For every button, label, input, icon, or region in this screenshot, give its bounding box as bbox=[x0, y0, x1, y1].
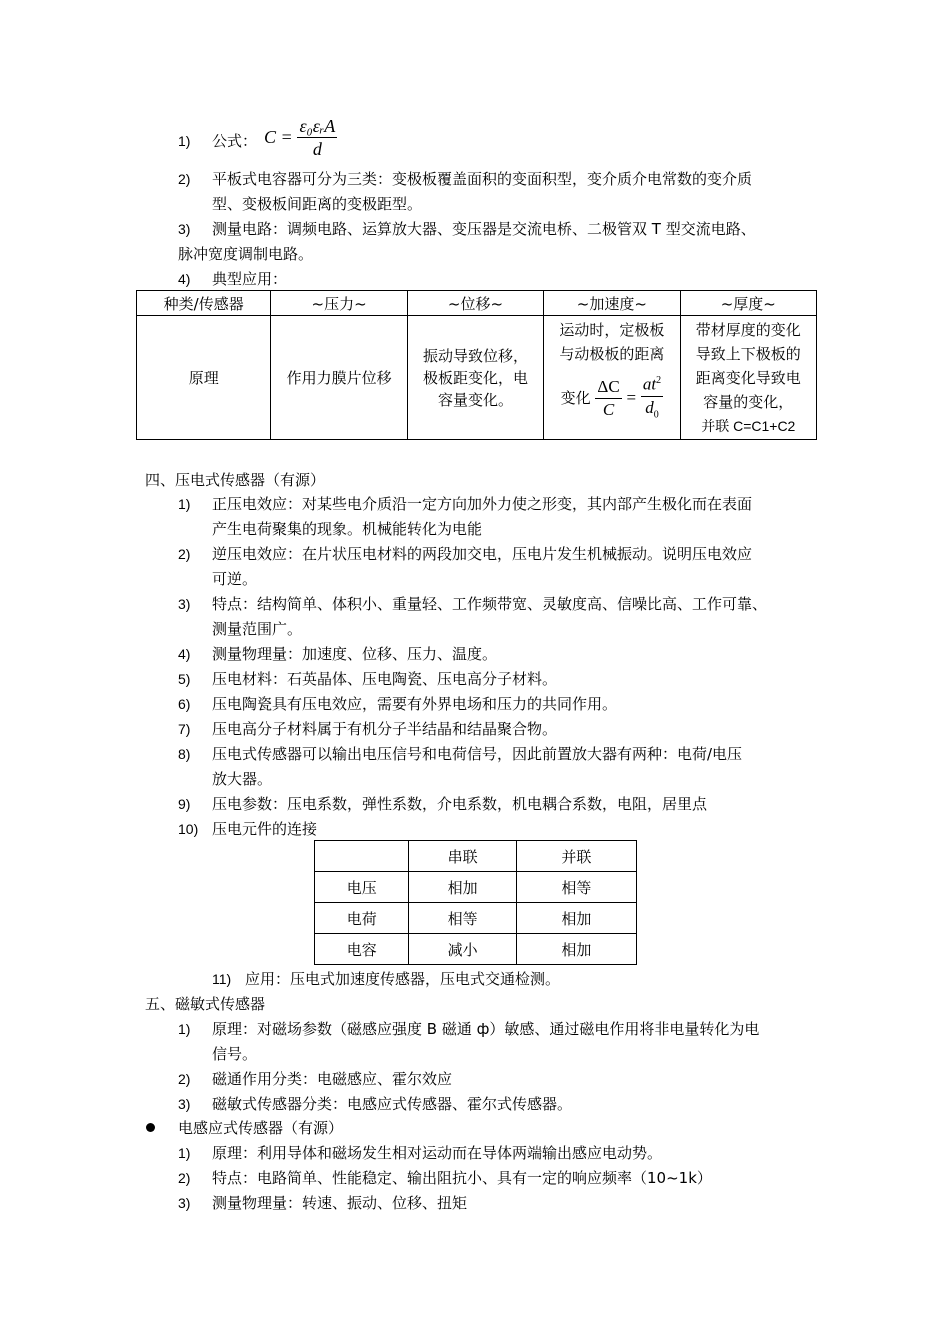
list-text: 应用：压电式加速度传感器，压电式交通检测。 bbox=[245, 970, 561, 988]
table-cell: 电荷 bbox=[315, 903, 409, 934]
formula-numerator: ε₀εᵣA bbox=[299, 116, 336, 136]
formula-part: 2 bbox=[656, 375, 662, 386]
table-cell bbox=[407, 316, 543, 440]
cell-line: 带材厚度的变化 bbox=[695, 320, 801, 339]
list-text: 特点：电路简单、性能稳定、输出阻抗小、具有一定的响应频率（10~1k） bbox=[212, 1169, 712, 1187]
section-heading: 五、磁敏式传感器 bbox=[145, 995, 266, 1013]
cell-line: 变化 bbox=[560, 389, 591, 408]
list-text: 产生电荷聚集的现象。机械能转化为电能 bbox=[212, 520, 483, 538]
capacitive-application-table bbox=[136, 290, 817, 440]
list-text: 压电高分子材料属于有机分子半结晶和结晶聚合物。 bbox=[212, 720, 558, 738]
table-cell: 作用力膜片位移 bbox=[271, 316, 407, 440]
list-number: 1) bbox=[178, 1145, 191, 1161]
list-text: 放大器。 bbox=[212, 770, 273, 788]
list-text: 磁敏式传感器分类：电感应式传感器、霍尔式传感器。 bbox=[212, 1095, 573, 1113]
list-number: 10) bbox=[178, 821, 199, 837]
list-text: 典型应用： bbox=[212, 270, 288, 288]
list-text: 平板式电容器可分为三类：变极板覆盖面积的变面积型，变介质介电常数的变介质 bbox=[212, 170, 753, 188]
list-number: 11) bbox=[212, 971, 232, 987]
cell-line: 距离变化导致电 bbox=[695, 368, 801, 387]
table-header: 并联 bbox=[516, 841, 636, 872]
list-number: 7) bbox=[178, 721, 191, 737]
list-number: 3) bbox=[178, 1096, 191, 1112]
list-number: 4) bbox=[178, 646, 191, 662]
cell-line: 振动导致位移， bbox=[422, 346, 528, 365]
table-cell: 减小 bbox=[409, 934, 516, 965]
formula-label: 公式： bbox=[212, 132, 258, 150]
list-number: 2) bbox=[178, 1170, 191, 1186]
list-text: 原理：利用导体和磁场发生相对运动而在导体两端输出感应电动势。 bbox=[212, 1144, 663, 1162]
list-number: 2) bbox=[178, 1071, 191, 1087]
list-number: 8) bbox=[178, 746, 191, 762]
list-text: 脉冲宽度调制电路。 bbox=[178, 245, 314, 263]
list-number: 3) bbox=[178, 596, 191, 612]
subsection-heading: 电感应式传感器（有源） bbox=[178, 1119, 344, 1137]
list-text: 测量范围广。 bbox=[212, 620, 303, 638]
cell-line: 并联 C=C1+C2 bbox=[701, 417, 796, 434]
list-text: 磁通作用分类：电磁感应、霍尔效应 bbox=[212, 1070, 453, 1088]
cell-line: 运动时，定极板 bbox=[559, 321, 665, 339]
list-text: 压电元件的连接 bbox=[212, 820, 318, 838]
row-label: 原理 bbox=[137, 316, 271, 440]
list-text: 压电式传感器可以输出电压信号和电荷信号，因此前置放大器有两种：电荷/电压 bbox=[212, 745, 743, 763]
list-text: 正压电效应：对某些电介质沿一定方向加外力使之形变，其内部产生极化而在表面 bbox=[212, 495, 753, 513]
table-header: ~压力~ bbox=[271, 291, 407, 316]
cell-line: 极板距变化，电 bbox=[422, 368, 528, 387]
list-number: 1) bbox=[178, 1021, 191, 1037]
table-header: ~厚度~ bbox=[680, 291, 816, 316]
list-number: 2) bbox=[178, 546, 191, 562]
table-cell: 电容 bbox=[315, 934, 409, 965]
table-cell: 相加 bbox=[516, 903, 636, 934]
list-text: 压电参数：压电系数，弹性系数，介电系数，机电耦合系数，电阻，居里点 bbox=[212, 795, 708, 813]
list-text: 信号。 bbox=[212, 1045, 258, 1063]
table-cell bbox=[544, 316, 680, 440]
cell-line: 容量变化。 bbox=[437, 390, 513, 409]
formula-denominator: d bbox=[312, 139, 322, 159]
formula-part: = bbox=[626, 388, 637, 408]
capacitance-formula bbox=[264, 115, 337, 160]
table-cell bbox=[680, 316, 816, 440]
list-number: 1) bbox=[178, 133, 191, 149]
table-cell: 相等 bbox=[409, 903, 516, 934]
table-header: 串联 bbox=[409, 841, 516, 872]
formula-part: 0 bbox=[653, 409, 659, 421]
table-header: ~加速度~ bbox=[544, 291, 680, 316]
list-number: 5) bbox=[178, 671, 191, 687]
cell-line: 容量的变化， bbox=[703, 392, 794, 411]
table-header: ~位移~ bbox=[407, 291, 543, 316]
list-text: 特点：结构简单、体积小、重量轻、工作频带宽、灵敏度高、信噪比高、工作可靠、 bbox=[212, 595, 768, 613]
list-text: 型、变极板间距离的变极距型。 bbox=[212, 195, 423, 213]
list-text: 原理：对磁场参数（磁感应强度 B 磁通 ф）敏感、通过磁电作用将非电量转化为电 bbox=[212, 1020, 760, 1038]
list-text: 测量物理量：加速度、位移、压力、温度。 bbox=[212, 645, 498, 663]
list-number: 1) bbox=[178, 496, 191, 512]
list-number: 4) bbox=[178, 271, 191, 287]
formula-part: at bbox=[642, 374, 657, 394]
section-heading: 四、压电式传感器（有源） bbox=[145, 471, 326, 489]
formula-part: d bbox=[645, 397, 654, 417]
table-cell: 相等 bbox=[516, 872, 636, 903]
list-number: 3) bbox=[178, 221, 191, 237]
list-text: 压电陶瓷具有压电效应，需要有外界电场和压力的共同作用。 bbox=[212, 695, 618, 713]
formula-part: ΔC bbox=[595, 376, 621, 399]
list-number: 3) bbox=[178, 1195, 191, 1211]
formula-part: C bbox=[602, 399, 615, 419]
table-cell: 相加 bbox=[409, 872, 516, 903]
bullet-icon bbox=[146, 1123, 155, 1132]
cell-line: 与动极板的距离 bbox=[559, 345, 665, 363]
list-number: 9) bbox=[178, 796, 191, 812]
list-number: 6) bbox=[178, 696, 191, 712]
list-text: 逆压电效应：在片状压电材料的两段加交电，压电片发生机械振动。说明压电效应 bbox=[212, 545, 753, 563]
list-text: 可逆。 bbox=[212, 570, 258, 588]
table-header: 种类/传感器 bbox=[137, 291, 271, 316]
formula-lhs: C = bbox=[264, 127, 293, 147]
table-cell: 电压 bbox=[315, 872, 409, 903]
list-text: 测量物理量：转速、振动、位移、扭矩 bbox=[212, 1194, 468, 1212]
list-text: 压电材料：石英晶体、压电陶瓷、压电高分子材料。 bbox=[212, 670, 558, 688]
list-text: 测量电路：调频电路、运算放大器、变压器是交流电桥、二极管双 T 型交流电路、 bbox=[212, 220, 756, 238]
accel-formula bbox=[544, 370, 679, 426]
list-number: 2) bbox=[178, 171, 191, 187]
cell-line: 导致上下极板的 bbox=[695, 344, 801, 363]
table-header bbox=[315, 841, 409, 872]
table-cell: 相加 bbox=[516, 934, 636, 965]
piezo-connection-table bbox=[314, 840, 637, 965]
